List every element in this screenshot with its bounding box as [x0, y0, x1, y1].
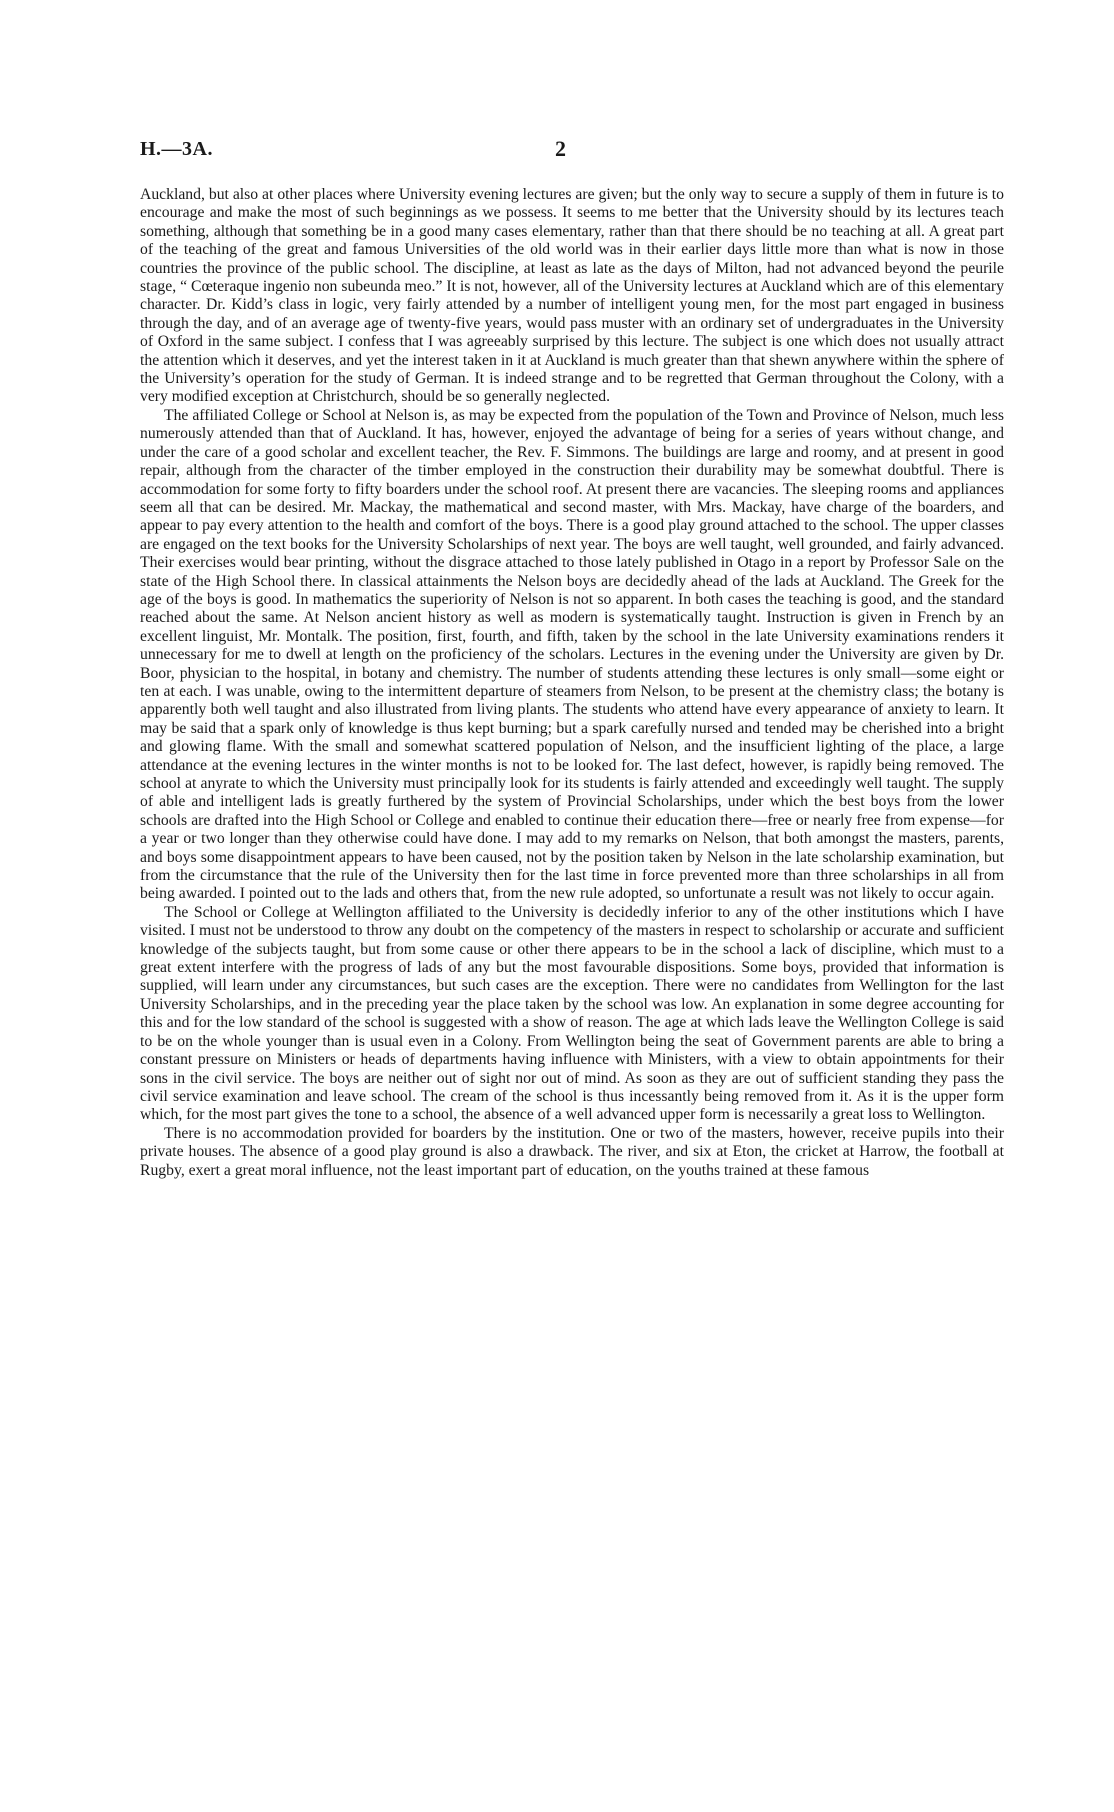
paragraph-auckland-continued: Auckland, but also at other places where University evening lectures are given; but the only way to secure a supply of them in future is to encourage and make the most of such beginnings as we possess. It seems to me better that the University should by its lectures teach something, although that something be in a good many cases elementary, rather than that there should be no teaching at all. A great part of the teaching of the great and famous Universities of the old world was in their earlier days little more than what is now in those countries the province of the public school. The discipline, at least as late as the days of Milton, had not advanced beyond the peurile stage, “ Cœteraque ingenio non subeunda meo.” It is not, however, all of the University lectures at Auckland which are of this elementary character. Dr. Kidd’s class in logic, very fairly attended by a number of intelligent young men, for the most part engaged in business through the day, and of an average age of twenty-five years, would pass muster with an ordinary set of undergraduates in the University of Oxford in the same subject. I confess that I was agreeably surprised by this lecture. The subject is one which does not usually attract the attention which it deserves, and yet the interest taken in it at Auckland is much greater than that shewn anywhere within the sphere of the University’s operation for the study of German. It is indeed strange and to be regretted that German throughout the Colony, with a very modified exception at Christchurch, should be so generally neglected.	[140, 186, 1004, 406]
document-page	[140, 138, 1004, 1180]
page-number: 2	[555, 136, 566, 161]
document-reference: H.—3A.	[140, 138, 213, 160]
paragraph-wellington: The School or College at Wellington affiliated to the University is decidedly inferior to any of the other institutions which I have visited. I must not be understood to throw any doubt on the competency of the masters in respect to scholarship or accurate and sufficient knowledge of the subjects taught, but from some cause or other there appears to be in the school a lack of discipline, which must to a great extent interfere with the progress of lads of any but the most favourable dispositions. Some boys, provided that information is supplied, will learn under any circumstances, but such cases are the exception. There were no candidates from Wellington for the last University Scholarships, and in the preceding year the place taken by the school was low. An explanation in some degree accounting for this and for the low standard of the school is suggested with a show of reason. The age at which lads leave the Wellington College is said to be on the whole younger than is usual even in a Colony. From Wellington being the seat of Government parents are able to bring a constant pressure on Ministers or heads of departments having influence with Ministers, with a view to obtain appointments for their sons in the civil service. The boys are neither out of sight nor out of mind. As soon as they are out of sufficient standing they pass the civil service examination and leave school. The cream of the school is thus incessantly being removed from it. As it is the upper form which, for the most part gives the tone to a school, the absence of a well advanced upper form is necessarily a great loss to Wellington.	[140, 903, 1004, 1124]
page-header	[140, 138, 1004, 164]
paragraph-boarders: There is no accommodation provided for boarders by the institution. One or two of the masters, however, receive pupils into their private houses. The absence of a good play ground is also a drawback. The river, and six at Eton, the cricket at Harrow, the football at Rugby, exert a great moral influence, not the least important part of education, on the youths trained at these famous	[140, 1124, 1004, 1179]
body-text	[140, 186, 1004, 1180]
paragraph-nelson: The affiliated College or School at Nelson is, as may be expected from the population of the Town and Province of Nelson, much less numerously attended than that of Auckland. It has, however, enjoyed the advantage of being for a series of years without change, and under the care of a good scholar and excellent teacher, the Rev. F. Simmons. The buildings are large and roomy, and at present in good repair, although from the character of the timber employed in the construction their durability may be somewhat doubtful. There is accommodation for some forty to fifty boarders under the school roof. At present there are vacancies. The sleeping rooms and appliances seem all that can be desired. Mr. Mackay, the mathematical and second master, with Mrs. Mackay, have charge of the boarders, and appear to pay every attention to the health and comfort of the boys. There is a good play ground attached to the school. The upper classes are engaged on the text books for the University Scholarships of next year. The boys are well taught, well grounded, and fairly advanced. Their exercises would bear printing, without the disgrace attached to those lately published in Otago in a report by Professor Sale on the state of the High School there. In classical attainments the Nelson boys are decidedly ahead of the lads at Auckland. The Greek for the age of the boys is good. In mathematics the superiority of Nelson is not so apparent. In both cases the teaching is good, and the standard reached about the same. At Nelson ancient history as well as modern is systematically taught. Instruction is given in French by an excellent linguist, Mr. Montalk. The position, first, fourth, and fifth, taken by the school in the late University examinations renders it unnecessary for me to dwell at length on the proficiency of the scholars. Lectures in the evening under the University are given by Dr. Boor, physician to the hospital, in botany and chemistry. The number of students attending these lectures is only small—some eight or ten at each. I was unable, owing to the intermittent departure of steamers from Nelson, to be present at the chemistry class; the botany is apparently both well taught and also illustrated from living plants. The students who attend have every appearance of anxiety to learn. It may be said that a spark only of knowledge is thus kept burning; but a spark carefully nursed and tended may be cherished into a bright and glowing flame. With the small and somewhat scattered population of Nelson, and the insufficient lighting of the place, a large attendance at the evening lectures in the winter months is not to be looked for. The last defect, however, is rapidly being removed. The school at anyrate to which the University must principally look for its students is fairly attended and exceedingly well taught. The supply of able and intelligent lads is greatly furthered by the system of Provincial Scholarships, under which the best boys from the lower schools are drafted into the High School or College and enabled to continue their education there—free or nearly free from expense—for a year or two longer than they otherwise could have done. I may add to my remarks on Nelson, that both amongst the masters, parents, and boys some disappointment appears to have been caused, not by the position taken by Nelson in the late scholarship examination, but from the circumstance that the rule of the University then for the last time in force prevented more than three scholarships in all from being awarded. I pointed out to the lads and others that, from the new rule adopted, so unfortunate a result was not likely to occur again.	[140, 406, 1004, 903]
